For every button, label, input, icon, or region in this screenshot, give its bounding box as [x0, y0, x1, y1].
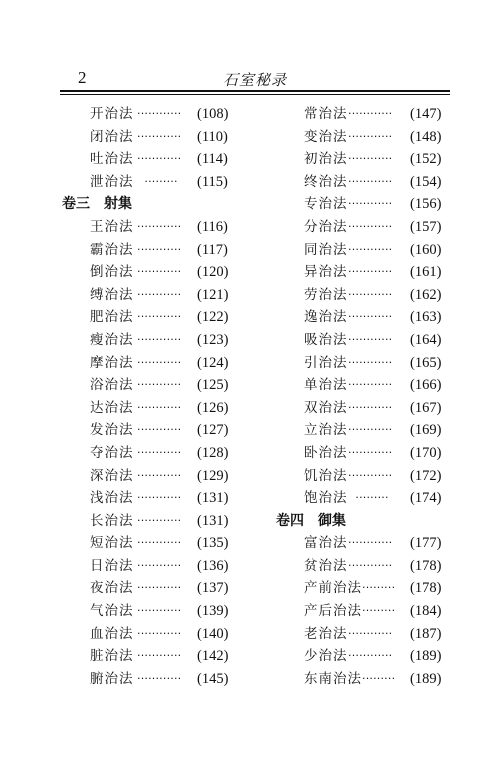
toc-entry-name: 摩治法: [90, 354, 134, 371]
toc-entry-name: 终治法: [304, 173, 348, 190]
toc-page-number: (131): [197, 512, 229, 529]
toc-leader-dots: ············: [137, 558, 182, 572]
toc-page-number: (172): [410, 467, 442, 484]
toc-entry[interactable]: [62, 329, 242, 352]
toc-leader-dots: ············: [348, 355, 393, 369]
header-rule-thin: [60, 94, 450, 95]
toc-leader-dots: ············: [348, 174, 393, 188]
toc-entry[interactable]: [276, 216, 452, 239]
toc-page-number: (157): [410, 218, 442, 235]
toc-entry[interactable]: [62, 352, 242, 375]
toc-entry[interactable]: [276, 306, 452, 329]
toc-page-number: (167): [410, 399, 442, 416]
toc-page-number: (174): [410, 490, 442, 507]
toc-page-number: (169): [410, 422, 442, 439]
toc-entry[interactable]: [62, 239, 242, 262]
toc-entry[interactable]: [62, 465, 242, 488]
toc-page-number: (178): [410, 580, 442, 597]
toc-entry-name: 日治法: [90, 557, 134, 574]
running-title: 石室秘录: [222, 71, 287, 89]
toc-entry[interactable]: [62, 532, 242, 555]
toc-page-number: (156): [410, 196, 442, 213]
toc-entry-name: 常治法: [304, 106, 348, 122]
toc-entry[interactable]: [276, 645, 452, 668]
toc-leader-dots: ············: [137, 242, 182, 256]
toc-entry-name: 王治法: [90, 218, 134, 235]
toc-entry[interactable]: [62, 668, 242, 691]
toc-entry[interactable]: [276, 600, 452, 623]
toc-leader-dots: ············: [348, 423, 393, 437]
toc-entry-name: 分治法: [304, 218, 348, 235]
toc-leader-dots: ············: [137, 129, 182, 143]
toc-page-number: (126): [197, 399, 229, 416]
toc-leader-dots: ············: [348, 152, 393, 166]
toc-leader-dots: ············: [137, 265, 182, 279]
toc-entry[interactable]: [276, 329, 452, 352]
toc-leader-dots: ············: [137, 626, 182, 640]
toc-right-column: [276, 103, 452, 690]
toc-entry-name: 单治法: [304, 377, 348, 394]
toc-page-number: (189): [410, 670, 442, 687]
toc-leader-dots: ············: [348, 468, 393, 482]
toc-entry-name: 吸治法: [304, 331, 348, 348]
toc-leader-dots: ············: [137, 604, 182, 618]
toc-leader-dots: ············: [137, 219, 182, 233]
toc-page-number: (166): [410, 377, 442, 394]
toc-entry-name: 脏治法: [90, 648, 134, 665]
toc-page-number: (114): [197, 151, 228, 168]
toc-entry[interactable]: [62, 171, 242, 194]
toc-page-number: (115): [197, 173, 228, 190]
toc-entry[interactable]: [62, 397, 242, 420]
toc-entry[interactable]: [276, 261, 452, 284]
toc-section-heading: [276, 510, 452, 533]
toc-entry[interactable]: [276, 171, 452, 194]
toc-entry[interactable]: [62, 419, 242, 442]
toc-entry[interactable]: [62, 442, 242, 465]
toc-page-number: (120): [197, 264, 229, 281]
toc-page-number: (135): [197, 535, 229, 552]
toc-entry[interactable]: [276, 103, 452, 126]
toc-entry[interactable]: [276, 442, 452, 465]
toc-page-number: (140): [197, 625, 229, 642]
toc-page-number: (187): [410, 625, 442, 642]
toc-entry-name: 浅治法: [90, 490, 134, 507]
toc-leader-dots: ············: [137, 287, 182, 301]
toc-page-number: (131): [197, 490, 229, 507]
toc-entry-name: 吐治法: [90, 151, 134, 168]
toc-page-number: (163): [410, 309, 442, 326]
toc-leader-dots: ············: [348, 265, 393, 279]
toc-page-number: (127): [197, 422, 229, 439]
toc-entry[interactable]: [276, 126, 452, 149]
toc-leader-dots: ············: [137, 536, 182, 550]
toc-leader-dots: ············: [348, 129, 393, 143]
toc-entry[interactable]: [62, 306, 242, 329]
header-rule-thick: [60, 90, 450, 92]
toc-page-number: (122): [197, 309, 229, 326]
toc-entry-name: 异治法: [304, 264, 348, 281]
toc-entry-name: 劳治法: [304, 286, 348, 303]
toc-leader-dots: ············: [137, 378, 182, 392]
toc-leader-dots: ············: [348, 219, 393, 233]
page-number: 2: [78, 68, 87, 87]
toc-entry[interactable]: [62, 555, 242, 578]
toc-entry-name: 霸治法: [90, 241, 134, 258]
toc-page-number: (116): [197, 218, 228, 235]
toc-entry[interactable]: [276, 555, 452, 578]
toc-leader-dots: ············: [348, 445, 393, 459]
toc-entry-name: 发治法: [90, 422, 134, 439]
toc-page-number: (123): [197, 331, 229, 348]
toc-leader-dots: ············: [137, 468, 182, 482]
toc-leader-dots: ············: [137, 152, 182, 166]
toc-page-number: (164): [410, 331, 442, 348]
toc-page-number: (160): [410, 241, 442, 258]
toc-entry[interactable]: [276, 623, 452, 646]
section-number: 卷三: [62, 196, 90, 213]
toc-leader-dots: ············: [348, 378, 393, 392]
toc-leader-dots: ············: [348, 536, 393, 550]
toc-entry-name: 贫治法: [304, 557, 348, 574]
toc-entry[interactable]: [62, 645, 242, 668]
toc-page-number: (152): [410, 151, 442, 168]
toc-section-heading: [62, 193, 242, 216]
toc-entry-name: 变治法: [304, 128, 348, 145]
toc-page-number: (137): [197, 580, 229, 597]
toc-entry-name: 肥治法: [90, 309, 134, 326]
toc-leader-dots: ············: [348, 310, 393, 324]
toc-leader-dots: ············: [348, 649, 393, 663]
toc-page-number: (165): [410, 354, 442, 371]
toc-page-number: (139): [197, 603, 229, 620]
toc-leader-dots: ············: [137, 310, 182, 324]
toc-leader-dots: ············: [137, 400, 182, 414]
toc-entry-name: 长治法: [90, 512, 134, 529]
toc-leader-dots: ············: [137, 355, 182, 369]
toc-leader-dots: ············: [137, 445, 182, 459]
toc-entry-name: 闭治法: [90, 128, 134, 145]
toc-leader-dots: ············: [137, 332, 182, 346]
toc-entry-name: 倒治法: [90, 264, 134, 281]
toc-entry-name: 夜治法: [90, 580, 134, 597]
toc-entry-name: 达治法: [90, 399, 134, 416]
toc-page-number: (117): [197, 241, 228, 258]
toc-entry[interactable]: [62, 487, 242, 510]
toc-leader-dots: ············: [348, 558, 393, 572]
toc-entry-name: 富治法: [304, 535, 348, 552]
toc-entry[interactable]: [62, 148, 242, 171]
toc-entry-name: 立治法: [304, 422, 348, 439]
toc-entry-name: 引治法: [304, 354, 348, 371]
toc-entry[interactable]: [276, 284, 452, 307]
toc-entry[interactable]: [62, 216, 242, 239]
toc-entry-name: 血治法: [90, 625, 134, 642]
toc-entry-name: 气治法: [90, 603, 134, 620]
toc-entry-name: 卧治法: [304, 444, 348, 461]
toc-page-number: (128): [197, 444, 229, 461]
toc-page-number: (136): [197, 557, 229, 574]
toc-page-number: (177): [410, 535, 442, 552]
toc-entry[interactable]: [62, 623, 242, 646]
toc-entry-name: 饥治法: [304, 467, 348, 484]
toc-entry[interactable]: [276, 148, 452, 171]
toc-entry[interactable]: [276, 487, 452, 510]
section-name: 射集: [104, 196, 132, 213]
toc-entry[interactable]: [276, 352, 452, 375]
toc-entry[interactable]: [276, 577, 452, 600]
toc-leader-dots: ············: [137, 423, 182, 437]
toc-leader-dots: ·········: [348, 491, 389, 505]
toc-page-number: (178): [410, 557, 442, 574]
toc-page-number: (189): [410, 648, 442, 665]
toc-entry-name: 泄治法: [90, 173, 134, 190]
toc-leader-dots: ·········: [137, 174, 178, 188]
toc-entry[interactable]: [276, 239, 452, 262]
toc-entry-name: 短治法: [90, 535, 134, 552]
toc-page-number: (154): [410, 173, 442, 190]
toc-page-number: (129): [197, 467, 229, 484]
toc-entry-name: 深治法: [90, 467, 134, 484]
toc-leader-dots: ············: [348, 242, 393, 256]
toc-page-number: (184): [410, 603, 442, 620]
toc-entry-name: 初治法: [304, 151, 348, 168]
toc-entry[interactable]: [62, 126, 242, 149]
toc-entry-name: 开治法: [90, 106, 134, 122]
toc-entry[interactable]: [276, 465, 452, 488]
toc-leader-dots: ············: [137, 491, 182, 505]
toc-entry-name: 专治法: [304, 196, 348, 213]
toc-entry[interactable]: [62, 103, 242, 126]
toc-entry[interactable]: [62, 284, 242, 307]
toc-entry[interactable]: [62, 261, 242, 284]
toc-page-number: (170): [410, 444, 442, 461]
toc-page-number: (125): [197, 377, 229, 394]
toc-leader-dots: ············: [348, 400, 393, 414]
toc-page-number: (108): [197, 106, 229, 122]
toc-entry[interactable]: [276, 532, 452, 555]
toc-leader-dots: ············: [348, 626, 393, 640]
toc-entry[interactable]: [62, 374, 242, 397]
toc-entry[interactable]: [276, 419, 452, 442]
toc-leader-dots: ············: [348, 107, 393, 120]
toc-entry[interactable]: [276, 193, 452, 216]
toc-leader-dots: ············: [137, 671, 182, 685]
toc-page-number: (148): [410, 128, 442, 145]
toc-entry[interactable]: [276, 668, 452, 691]
toc-entry-name: 瘦治法: [90, 331, 134, 348]
toc-entry-name: 东南治法: [304, 670, 362, 687]
toc-leader-dots: ············: [137, 107, 182, 120]
toc-page-number: (147): [410, 106, 442, 122]
toc-entry-name: 逸治法: [304, 309, 348, 326]
toc-entry[interactable]: [62, 510, 242, 533]
toc-entry-name: 老治法: [304, 625, 348, 642]
toc-entry-name: 饱治法: [304, 490, 348, 507]
toc-entry-name: 缚治法: [90, 286, 134, 303]
toc-entry-name: 腑治法: [90, 670, 134, 687]
toc-page-number: (110): [197, 128, 228, 145]
toc-page-number: (161): [410, 264, 442, 281]
toc-page-number: (121): [197, 286, 229, 303]
toc-page-number: (162): [410, 286, 442, 303]
toc-page-number: (124): [197, 354, 229, 371]
toc-leader-dots: ·········: [362, 604, 396, 618]
toc-entry-name: 同治法: [304, 241, 348, 258]
section-number: 卷四: [276, 512, 304, 529]
toc-entry-name: 浴治法: [90, 377, 134, 394]
section-name: 御集: [318, 512, 346, 529]
toc-entry-name: 产后治法: [304, 603, 362, 620]
toc-left-column: [62, 103, 242, 690]
toc-leader-dots: ············: [137, 513, 182, 527]
toc-page-number: (145): [197, 670, 229, 687]
toc-leader-dots: ············: [137, 649, 182, 663]
toc-entry[interactable]: [62, 600, 242, 623]
toc-leader-dots: ············: [348, 332, 393, 346]
toc-entry-name: 产前治法: [304, 580, 362, 597]
toc-entry[interactable]: [62, 577, 242, 600]
toc-page-number: (142): [197, 648, 229, 665]
toc-leader-dots: ············: [137, 581, 182, 595]
toc-entry-name: 双治法: [304, 399, 348, 416]
toc-leader-dots: ············: [348, 287, 393, 301]
toc-leader-dots: ·········: [362, 671, 396, 685]
toc-entry[interactable]: [276, 397, 452, 420]
toc-entry-name: 夺治法: [90, 444, 134, 461]
toc-entry[interactable]: [276, 374, 452, 397]
toc-entry-name: 少治法: [304, 648, 348, 665]
toc-leader-dots: ············: [348, 197, 393, 211]
toc-leader-dots: ·········: [362, 581, 396, 595]
